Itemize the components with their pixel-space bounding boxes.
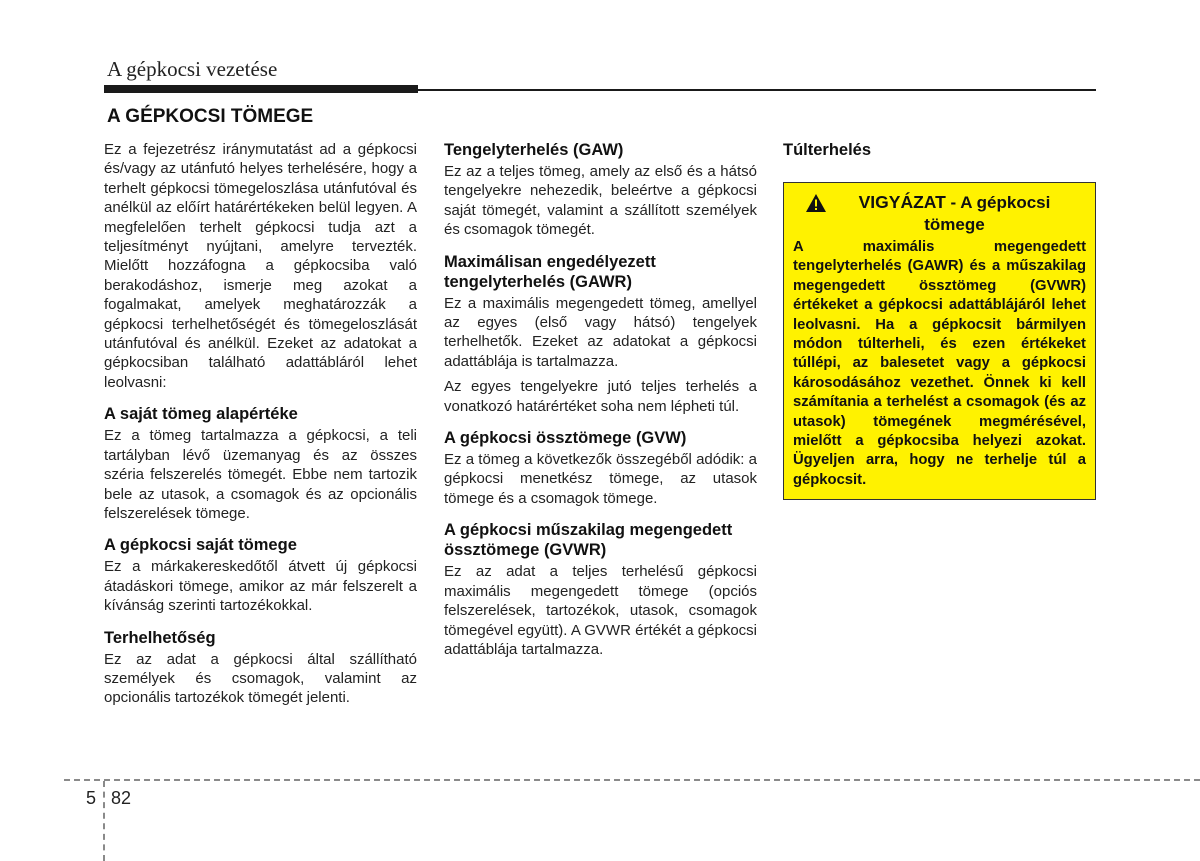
subheading-gvw: A gépkocsi össztömege (GVW) xyxy=(444,429,687,448)
header-rule-thin xyxy=(418,89,1096,91)
subheading-gaw: Tengelyterhelés (GAW) xyxy=(444,141,624,159)
subheading-gvwr: A gépkocsi műszakilag megengedett össztömege (GVWR) xyxy=(444,521,733,560)
subheading-cargo-weight: Terhelhetőség xyxy=(104,628,216,647)
paragraph: Ez az adat a gépkocsi által szállítható személyek és csomagok, valamint az opcionális tartozékok tömegét jelenti. xyxy=(104,650,417,707)
paragraph: Ez az a teljes tömeg, amely az első és a hátsó tengelyekre nehezedik, beleértve a gépkocsi saját tömegét, valamint a szállított személyek és csomagok tömegét. xyxy=(444,163,757,239)
column-3 xyxy=(783,140,1098,500)
page-number: 82 xyxy=(111,788,132,808)
subheading-vehicle-curb-weight: A gépkocsi saját tömege xyxy=(104,536,297,555)
column-2 xyxy=(444,140,757,665)
warning-triangle-icon xyxy=(805,193,827,213)
intro-paragraph: Ez a fejezetrész iránymutatást ad a gépkocsi és/vagy az utánfutó helyes terhelésére, hogy a terhelt gépkocsi tömegeloszlása utánfutóval és anélkül az előírt határértékeken belül legyen. A megfelelően terhelt gépkocsi tudja azt a teljesítményt nyújtani, amelyre tervezték. Mielőtt hozzáfogna a gépkocsiba való berakodáshoz, ismerje meg azokat a fogalmakat, amelyek meghatározzák a gépkocsi terhelhetőségét és tömegeloszlását utánfutóval és anélkül. Ezeket az adatokat a gépkocsiban található adattábláról lehet leolvasni: xyxy=(104,141,417,391)
subheading-gawr: Maximálisan engedélyezett tengelyterhelés (GAWR) xyxy=(444,252,656,291)
paragraph: Ez a márkakereskedőtől átvett új gépkocsi átadáskori tömege, amikor az már felszerelt a kívánság szerinti tartozékokkal. xyxy=(104,558,417,615)
subheading-overloading: Túlterhelés xyxy=(783,141,872,159)
subheading-base-curb-weight: A saját tömeg alapértéke xyxy=(104,405,298,424)
warning-label: VIGYÁZAT xyxy=(858,192,946,212)
chapter-title: A gépkocsi vezetése xyxy=(107,57,278,81)
warning-title xyxy=(835,191,1075,236)
paragraph: Ez az adat a teljes terhelésű gépkocsi maximális megengedett tömege (opciós felszerelések, tartozékok, utasok, csomagok tömegével együtt). A GVWR értékét a gépkocsi adattáblája tartalmazza. xyxy=(444,563,757,658)
footer-dashed-rule xyxy=(64,779,1200,781)
chapter-number: 5 xyxy=(86,788,97,808)
warning-header xyxy=(793,191,1086,236)
column-1 xyxy=(104,140,417,714)
section-title: A GÉPKOCSI TÖMEGE xyxy=(107,106,314,127)
header-rule-thick xyxy=(104,85,418,93)
warning-box xyxy=(783,182,1096,500)
paragraph: Az egyes tengelyekre jutó teljes terhelés a vonatkozó határértéket soha nem lépheti túl. xyxy=(444,378,757,415)
paragraph: Ez a maximális megengedett tömeg, amellyel az egyes (első vagy hátsó) tengelyek terhelhetők. Ezeket az adatokat a gépkocsi adattáblája is tartalmazza. xyxy=(444,294,757,370)
warning-body: A maximális megengedett tengelyterhelés (GAWR) és a műszakilag megengedett össztömeg (GVWR) értékeket a gépkocsi adattáblájáról lehet leolvasni. Ha a gépkocsit bármilyen módon túlterheli, és ezen értékeket túllépi, az balesetet vagy a gépkocsi károsodásához vezethet. Önnek ki kell számítania a terhelést a csomagok (és az utasok) tömegének megmérésével, mielőtt a gépkocsiba helyezi azokat. Ügyeljen arra, hogy ne terhelje túl a gépkocsit. xyxy=(793,239,1086,488)
footer-dashed-divider xyxy=(103,781,105,861)
paragraph: Ez a tömeg tartalmazza a gépkocsi, a teli tartályban lévő üzemanyag és az összes széria felszerelés tömegét. Ebbe nem tartozik bele az utasok, a csomagok és az opcionális felszerelések tömege. xyxy=(104,427,417,522)
warning-title-rest: - A gépkocsi tömege xyxy=(924,193,1051,234)
paragraph: Ez a tömeg a következők összegéből adódik: a gépkocsi menetkész tömege, az utasok tömege és a csomagok tömege. xyxy=(444,451,757,507)
